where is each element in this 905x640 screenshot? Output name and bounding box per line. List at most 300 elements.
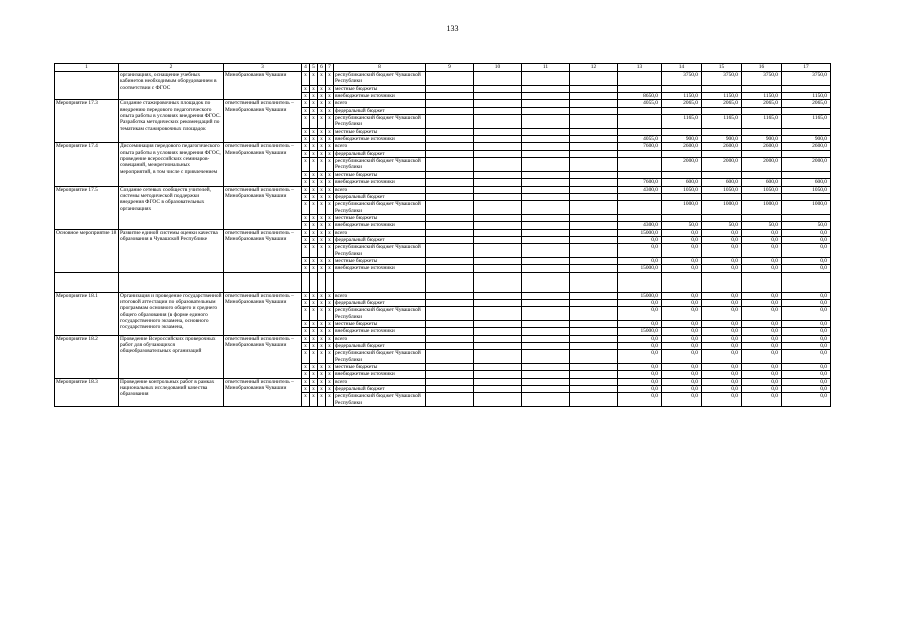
- empty-cell: [474, 222, 522, 229]
- code-cell: х: [318, 292, 326, 299]
- code-cell: х: [326, 93, 334, 100]
- code-cell: х: [318, 115, 326, 129]
- code-cell: х: [310, 335, 318, 342]
- empty-cell: [474, 186, 522, 193]
- empty-cell: [474, 378, 522, 385]
- code-cell: х: [310, 364, 318, 371]
- empty-cell: [522, 265, 570, 272]
- funding-source: внебюджетные источники: [334, 93, 426, 100]
- amount-cell: [618, 72, 662, 86]
- column-number: 17: [782, 64, 831, 72]
- code-cell: х: [318, 193, 326, 200]
- amount-cell: [662, 107, 702, 114]
- amount-cell: 0,0: [742, 328, 782, 335]
- code-cell: х: [318, 179, 326, 186]
- amount-cell: 0,0: [742, 371, 782, 378]
- code-cell: х: [326, 100, 334, 107]
- code-cell: х: [318, 186, 326, 193]
- amount-cell: 2000,0: [742, 158, 782, 172]
- column-number: 16: [742, 64, 782, 72]
- empty-cell: [474, 328, 522, 335]
- code-cell: х: [326, 335, 334, 342]
- code-cell: х: [302, 299, 310, 306]
- amount-cell: 0,0: [742, 229, 782, 236]
- code-cell: х: [302, 214, 310, 221]
- empty-cell: [426, 158, 474, 172]
- funding-source: республиканский бюджет Чувашской Республики: [334, 201, 426, 215]
- code-cell: х: [318, 393, 326, 407]
- amount-cell: 2600,0: [662, 143, 702, 150]
- funding-source: федеральный бюджет: [334, 150, 426, 157]
- empty-cell: [570, 158, 618, 172]
- empty-cell: [570, 186, 618, 193]
- code-cell: х: [326, 257, 334, 264]
- empty-cell: [474, 158, 522, 172]
- amount-cell: 0,0: [618, 343, 662, 350]
- funding-source: республиканский бюджет Чувашской Республики: [334, 158, 426, 172]
- amount-cell: 0,0: [782, 236, 831, 243]
- empty-cell: [426, 299, 474, 306]
- amount-cell: 1000,0: [742, 201, 782, 215]
- amount-cell: 0,0: [742, 299, 782, 306]
- amount-cell: 50,0: [742, 222, 782, 229]
- funding-source: республиканский бюджет Чувашской Республики: [334, 72, 426, 86]
- column-number: 13: [618, 64, 662, 72]
- amount-cell: 1165,0: [782, 115, 831, 129]
- amount-cell: 15000,0: [618, 229, 662, 236]
- amount-cell: [618, 107, 662, 114]
- amount-cell: [618, 214, 662, 221]
- amount-cell: 900,0: [702, 136, 742, 143]
- code-cell: х: [302, 100, 310, 107]
- table-row: [55, 100, 831, 107]
- amount-cell: 0,0: [618, 378, 662, 385]
- code-cell: х: [318, 244, 326, 258]
- column-number: 15: [702, 64, 742, 72]
- funding-source: местные бюджеты: [334, 171, 426, 178]
- empty-cell: [782, 272, 831, 292]
- code-cell: х: [326, 186, 334, 193]
- empty-cell: [474, 364, 522, 371]
- amount-cell: [702, 107, 742, 114]
- code-cell: х: [310, 393, 318, 407]
- code-cell: х: [302, 115, 310, 129]
- empty-cell: [570, 328, 618, 335]
- activity-code: Мероприятие 17.4: [55, 143, 119, 186]
- empty-cell: [570, 343, 618, 350]
- code-cell: х: [310, 292, 318, 299]
- empty-cell: [570, 171, 618, 178]
- amount-cell: 0,0: [662, 364, 702, 371]
- code-cell: х: [318, 321, 326, 328]
- funding-source: внебюджетные источники: [334, 371, 426, 378]
- empty-cell: [522, 100, 570, 107]
- code-cell: х: [326, 222, 334, 229]
- amount-cell: 900,0: [782, 136, 831, 143]
- code-cell: х: [302, 335, 310, 342]
- amount-cell: 0,0: [782, 335, 831, 342]
- amount-cell: 2065,0: [702, 100, 742, 107]
- empty-cell: [474, 229, 522, 236]
- amount-cell: 0,0: [782, 321, 831, 328]
- empty-cell: [570, 350, 618, 364]
- funding-source: внебюджетные источники: [334, 265, 426, 272]
- empty-cell: [570, 321, 618, 328]
- empty-cell: [570, 72, 618, 86]
- amount-cell: 0,0: [662, 257, 702, 264]
- code-cell: х: [318, 143, 326, 150]
- amount-cell: 2065,0: [742, 100, 782, 107]
- column-number: 11: [522, 64, 570, 72]
- amount-cell: 1150,0: [662, 93, 702, 100]
- amount-cell: 1165,0: [662, 115, 702, 129]
- code-cell: х: [326, 214, 334, 221]
- amount-cell: [618, 193, 662, 200]
- amount-cell: 0,0: [702, 378, 742, 385]
- amount-cell: 0,0: [618, 244, 662, 258]
- empty-cell: [570, 386, 618, 393]
- funding-source: местные бюджеты: [334, 214, 426, 221]
- empty-cell: [522, 292, 570, 299]
- column-number: 10: [474, 64, 522, 72]
- amount-cell: 0,0: [662, 229, 702, 236]
- amount-cell: 1050,0: [742, 186, 782, 193]
- empty-cell: [426, 107, 474, 114]
- empty-cell: [570, 272, 618, 292]
- code-cell: х: [302, 378, 310, 385]
- amount-cell: 600,0: [662, 179, 702, 186]
- empty-cell: [570, 201, 618, 215]
- empty-cell: [426, 272, 474, 292]
- amount-cell: 0,0: [782, 299, 831, 306]
- empty-cell: [426, 85, 474, 92]
- amount-cell: [782, 171, 831, 178]
- amount-cell: 1000,0: [782, 201, 831, 215]
- empty-cell: [570, 93, 618, 100]
- amount-cell: [742, 85, 782, 92]
- code-cell: х: [318, 229, 326, 236]
- code-cell: х: [302, 171, 310, 178]
- code-cell: х: [318, 85, 326, 92]
- code-cell: х: [310, 171, 318, 178]
- responsible-executor: ответственный исполнитель – Минобразования Чувашии: [224, 335, 302, 378]
- code-cell: х: [318, 307, 326, 321]
- code-cell: х: [302, 186, 310, 193]
- funding-source: республиканский бюджет Чувашской Республики: [334, 350, 426, 364]
- responsible-executor: Минобразования Чувашии: [224, 72, 302, 100]
- empty-cell: [426, 171, 474, 178]
- activity-name: Создание стажировочных площадок по внедрению передового педагогического опыта работы в условиях внедрения ФГОС. Разработка методических рекомендаций по тематикам стажировочных площадок: [119, 100, 224, 143]
- code-cell: х: [326, 201, 334, 215]
- code-cell: х: [318, 214, 326, 221]
- empty-cell: [474, 343, 522, 350]
- code-cell: х: [326, 143, 334, 150]
- empty-cell: [570, 371, 618, 378]
- table-row: [55, 292, 831, 299]
- code-cell: х: [326, 179, 334, 186]
- code-cell: х: [302, 72, 310, 86]
- amount-cell: 1165,0: [742, 115, 782, 129]
- amount-cell: 2000,0: [782, 158, 831, 172]
- empty-cell: [570, 222, 618, 229]
- amount-cell: [782, 193, 831, 200]
- empty-cell: [426, 350, 474, 364]
- amount-cell: 3750,0: [702, 72, 742, 86]
- amount-cell: 0,0: [618, 335, 662, 342]
- amount-cell: 0,0: [742, 393, 782, 407]
- code-cell: х: [310, 72, 318, 86]
- amount-cell: [782, 85, 831, 92]
- activity-name: Организация и проведение государственной итоговой аттестации по образовательным программам основного общего и среднего общего образования (в форме единого государственного экзамена, основного государственного экзамена,: [119, 292, 224, 335]
- amount-cell: 0,0: [782, 371, 831, 378]
- amount-cell: 0,0: [618, 257, 662, 264]
- empty-cell: [522, 186, 570, 193]
- funding-source: всего: [334, 100, 426, 107]
- empty-cell: [474, 107, 522, 114]
- empty-cell: [522, 214, 570, 221]
- code-cell: х: [302, 350, 310, 364]
- empty-cell: [474, 307, 522, 321]
- amount-cell: 0,0: [742, 244, 782, 258]
- code-cell: х: [318, 93, 326, 100]
- empty-cell: [426, 378, 474, 385]
- empty-cell: [474, 115, 522, 129]
- funding-source: федеральный бюджет: [334, 236, 426, 243]
- code-cell: х: [302, 343, 310, 350]
- code-cell: х: [318, 371, 326, 378]
- amount-cell: 0,0: [662, 328, 702, 335]
- code-cell: х: [310, 299, 318, 306]
- code-cell: х: [326, 299, 334, 306]
- empty-cell: [426, 136, 474, 143]
- amount-cell: 0,0: [702, 292, 742, 299]
- empty-cell: [522, 229, 570, 236]
- amount-cell: 3750,0: [782, 72, 831, 86]
- page-number: 133: [446, 24, 459, 33]
- code-cell: х: [310, 257, 318, 264]
- amount-cell: 2600,0: [742, 143, 782, 150]
- code-cell: х: [318, 364, 326, 371]
- amount-cell: 50,0: [702, 222, 742, 229]
- column-number: 2: [119, 64, 224, 72]
- code-cell: х: [318, 222, 326, 229]
- responsible-executor: ответственный исполнитель – Минобразования Чувашии: [224, 229, 302, 272]
- budget-table: [54, 63, 831, 407]
- code-cell: х: [310, 371, 318, 378]
- empty-cell: [570, 299, 618, 306]
- code-cell: х: [318, 100, 326, 107]
- empty-cell: [426, 214, 474, 221]
- amount-cell: 0,0: [782, 378, 831, 385]
- amount-cell: 0,0: [618, 321, 662, 328]
- funding-source: всего: [334, 292, 426, 299]
- amount-cell: 1050,0: [662, 186, 702, 193]
- amount-cell: 0,0: [782, 328, 831, 335]
- code-cell: х: [318, 150, 326, 157]
- code-cell: х: [302, 386, 310, 393]
- code-cell: х: [302, 201, 310, 215]
- amount-cell: 3750,0: [742, 72, 782, 86]
- amount-cell: 0,0: [662, 343, 702, 350]
- code-cell: х: [326, 371, 334, 378]
- code-cell: х: [326, 229, 334, 236]
- amount-cell: 0,0: [742, 335, 782, 342]
- amount-cell: 0,0: [662, 236, 702, 243]
- activity-name: Проведение Всероссийских проверочных работ для обучающихся общеобразовательных организаций: [119, 335, 224, 378]
- amount-cell: [662, 193, 702, 200]
- empty-cell: [474, 244, 522, 258]
- funding-source: федеральный бюджет: [334, 386, 426, 393]
- activity-name: организациях, оснащение учебных кабинетов необходимым оборудованием в соответствии с ФГОС: [119, 72, 224, 100]
- amount-cell: [702, 128, 742, 135]
- code-cell: х: [326, 321, 334, 328]
- amount-cell: 0,0: [782, 244, 831, 258]
- empty-cell: [522, 143, 570, 150]
- empty-cell: [426, 371, 474, 378]
- activity-code: Мероприятие 17.3: [55, 100, 119, 143]
- amount-cell: 7600,0: [618, 143, 662, 150]
- code-cell: х: [302, 150, 310, 157]
- code-cell: х: [310, 143, 318, 150]
- amount-cell: 0,0: [742, 321, 782, 328]
- code-cell: х: [318, 201, 326, 215]
- amount-cell: [662, 85, 702, 92]
- amount-cell: 0,0: [782, 229, 831, 236]
- amount-cell: 0,0: [782, 265, 831, 272]
- empty-cell: [474, 321, 522, 328]
- empty-cell: [426, 321, 474, 328]
- amount-cell: 600,0: [742, 179, 782, 186]
- empty-cell: [474, 193, 522, 200]
- code-cell: х: [326, 136, 334, 143]
- empty-cell: [474, 292, 522, 299]
- empty-cell: [119, 272, 224, 292]
- empty-cell: [570, 335, 618, 342]
- empty-cell: [522, 244, 570, 258]
- amount-cell: 3750,0: [662, 72, 702, 86]
- amount-cell: 0,0: [742, 236, 782, 243]
- amount-cell: 0,0: [782, 350, 831, 364]
- amount-cell: 2600,0: [702, 143, 742, 150]
- code-cell: х: [326, 244, 334, 258]
- code-cell: х: [302, 179, 310, 186]
- empty-cell: [426, 193, 474, 200]
- amount-cell: [662, 214, 702, 221]
- amount-cell: [782, 107, 831, 114]
- amount-cell: 50,0: [662, 222, 702, 229]
- empty-cell: [570, 143, 618, 150]
- amount-cell: 0,0: [782, 257, 831, 264]
- amount-cell: [662, 171, 702, 178]
- code-cell: х: [318, 107, 326, 114]
- spacer-row: [55, 272, 831, 292]
- amount-cell: [742, 150, 782, 157]
- amount-cell: 0,0: [662, 321, 702, 328]
- activity-code: Мероприятие 18.1: [55, 292, 119, 335]
- header-row: [55, 64, 831, 72]
- empty-cell: [426, 328, 474, 335]
- code-cell: х: [326, 328, 334, 335]
- code-cell: х: [310, 343, 318, 350]
- funding-source: местные бюджеты: [334, 85, 426, 92]
- code-cell: х: [302, 265, 310, 272]
- amount-cell: 600,0: [782, 179, 831, 186]
- empty-cell: [334, 272, 426, 292]
- responsible-executor: ответственный исполнитель – Минобразования Чувашии: [224, 292, 302, 335]
- activity-code: Мероприятие 17.5: [55, 186, 119, 229]
- amount-cell: [618, 201, 662, 215]
- empty-cell: [570, 292, 618, 299]
- funding-source: всего: [334, 335, 426, 342]
- empty-cell: [426, 72, 474, 86]
- empty-cell: [426, 93, 474, 100]
- empty-cell: [522, 378, 570, 385]
- empty-cell: [522, 386, 570, 393]
- amount-cell: 0,0: [702, 257, 742, 264]
- funding-source: внебюджетные источники: [334, 222, 426, 229]
- amount-cell: 0,0: [662, 350, 702, 364]
- empty-cell: [522, 158, 570, 172]
- code-cell: х: [326, 107, 334, 114]
- code-cell: х: [326, 115, 334, 129]
- amount-cell: 900,0: [662, 136, 702, 143]
- empty-cell: [55, 272, 119, 292]
- empty-cell: [474, 335, 522, 342]
- funding-source: внебюджетные источники: [334, 179, 426, 186]
- amount-cell: 0,0: [662, 393, 702, 407]
- amount-cell: 8650,0: [618, 93, 662, 100]
- amount-cell: [702, 85, 742, 92]
- empty-cell: [426, 292, 474, 299]
- code-cell: х: [302, 128, 310, 135]
- empty-cell: [426, 307, 474, 321]
- amount-cell: 0,0: [662, 307, 702, 321]
- code-cell: х: [310, 265, 318, 272]
- responsible-executor: ответственный исполнитель – Минобразования Чувашии: [224, 100, 302, 143]
- amount-cell: [782, 150, 831, 157]
- amount-cell: 0,0: [702, 343, 742, 350]
- code-cell: х: [302, 321, 310, 328]
- table-row: [55, 72, 831, 86]
- code-cell: х: [302, 193, 310, 200]
- amount-cell: [702, 150, 742, 157]
- empty-cell: [426, 186, 474, 193]
- amount-cell: 0,0: [618, 307, 662, 321]
- empty-cell: [570, 244, 618, 258]
- code-cell: х: [302, 364, 310, 371]
- amount-cell: [742, 214, 782, 221]
- code-cell: х: [310, 244, 318, 258]
- code-cell: х: [302, 85, 310, 92]
- code-cell: х: [318, 343, 326, 350]
- empty-cell: [474, 299, 522, 306]
- empty-cell: [570, 150, 618, 157]
- empty-cell: [570, 128, 618, 135]
- table-row: [55, 229, 831, 236]
- amount-cell: [618, 171, 662, 178]
- code-cell: х: [326, 292, 334, 299]
- code-cell: х: [318, 128, 326, 135]
- code-cell: х: [302, 158, 310, 172]
- empty-cell: [522, 222, 570, 229]
- empty-cell: [570, 107, 618, 114]
- empty-cell: [522, 299, 570, 306]
- funding-source: республиканский бюджет Чувашской Республики: [334, 393, 426, 407]
- amount-cell: [742, 171, 782, 178]
- empty-cell: [474, 236, 522, 243]
- empty-cell: [522, 343, 570, 350]
- empty-cell: [618, 272, 662, 292]
